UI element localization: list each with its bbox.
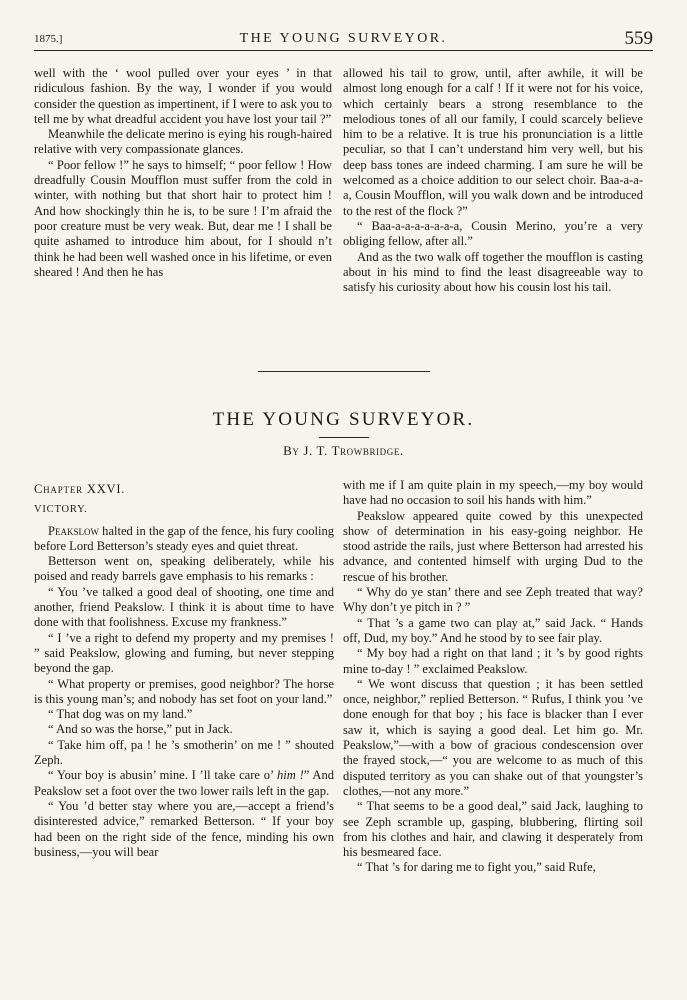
paragraph: Peakslow appeared quite cowed by this unexpected show of determination in his easy-going neighbor. He stood astride the rails, just where Betterson had arrested his advance, and contented himself with urging Dud to the rescue of his brother.: [343, 508, 643, 584]
paragraph: “ That ’s a game two can play at,” said Jack. “ Hands off, Dud, my boy.” And he stood by to see fair play.: [343, 615, 643, 645]
paragraph: well with the ‘ wool pulled over your eyes ’ in that ridiculous fashion. By the way, I wonder if you would consider the question as impertinent, if I were to ask you to tell me by what dreadful accident you have lost your tail ?”: [34, 66, 332, 126]
paragraph: with me if I am quite plain in my speech,—my boy would have had no occasion to soil his hands with him.”: [343, 478, 643, 508]
paragraph: “ Why do ye stan’ there and see Zeph treated that way? Why don’t ye pitch in ? ”: [343, 585, 643, 615]
opening-paragraph: [34, 524, 334, 555]
paragraph: “ My boy had a right on that land ; it ’s by good rights mine to-day ! ” exclaimed Peakslow.: [343, 646, 643, 676]
opening-word: Peakslow: [48, 523, 99, 538]
chapter-heading: Chapter XXVI.: [34, 482, 126, 496]
byline: By J. T. Trowbridge.: [283, 443, 404, 458]
paragraph: “ That dog was on my land.”: [48, 707, 193, 722]
paragraph: “ You ’ve talked a good deal of shooting, one time and another, friend Peakslow. I think it is about time to have done with that foolishness. Excuse my frankness.”: [34, 584, 334, 630]
paragraph: “ Take him off, pa ! he ’s smotherin’ on me ! ” shouted Zeph.: [34, 737, 334, 768]
header-title: THE YOUNG SURVEYOR.: [239, 31, 448, 46]
paragraph: Betterson went on, speaking deliberately, while his poised and ready barrels gave emphasis to his remarks :: [34, 554, 334, 584]
paragraph: “ You ’d better stay where you are,—accept a friend’s disinterested advice,” remarked Betterson. “ If your boy had been on the right side of the fence, minding his own business,—you will bear: [34, 798, 334, 859]
quote-text: “ Your boy is abusin’ mine. I ’ll take care o’: [48, 768, 277, 783]
running-header: [34, 26, 653, 52]
paragraph: “ Poor fellow !” he says to himself; “ poor fellow ! How dreadfully Cousin Moufflon must suffer from the cold in winter, with nothing but that short hair to protect him ! And how shockingly thin he is, to be sure ! I’m afraid the poor creature must be very weak. But, dear me ! I shall be quite ashamed to introduce him about, for I should n’t think he had been well washed once in his lifetime, or even sheared ! And then he has: [34, 157, 332, 279]
paragraph: “ That ’s for daring me to fight you,” said Rufe,: [357, 860, 596, 875]
header-rule: [34, 50, 653, 51]
article-title: THE YOUNG SURVEYOR.: [212, 409, 475, 430]
paragraph: [34, 768, 334, 799]
paragraph: “ We wont discuss that question ; it has been settled once, neighbor,” replied Betterson. “ Rufus, I think you ’ve done enough for that boy ; his face is blacker than I ever saw it, which is saying a good deal. Let him go. Mr. Peakslow,”—with a bow of gracious condescension over the frayed stock,—“ you are welcome to as much of this disputed territory as you can shake out of that youngster’s clothes,—not any more.”: [343, 676, 643, 798]
paragraph: And as the two walk off together the moufflon is casting about in his mind to find the least disagreeable way to satisfy his curiosity about how his cousin lost his tail.: [343, 249, 643, 295]
article-right-column: [343, 478, 643, 876]
italic-word: him !: [277, 768, 304, 783]
paragraph: “ Baa-a-a-a-a-a-a-a, Cousin Merino, you’re a very obliging fellow, after all.”: [343, 218, 643, 249]
paragraph: “ And so was the horse,” put in Jack.: [48, 722, 233, 737]
quote-text: ” And Peakslow set a foot over the two lower rails left in the gap.: [34, 768, 335, 798]
page-number: 559: [624, 28, 653, 49]
paragraph: “ I ’ve a right to defend my property and my premises ! ” said Peakslow, glowing and fuming, but never stepping beyond the gap.: [34, 630, 334, 676]
chapter-subhead: VICTORY.: [34, 504, 88, 516]
paragraph: “ That seems to be a good deal,” said Jack, laughing to see Zeph scramble up, gasping, blubbering, flirting soil from his clothes and hair, and clawing it desperately from his besmeared face.: [343, 799, 643, 860]
top-left-column: [34, 66, 332, 280]
header-date: 1875.]: [34, 33, 63, 45]
paragraph: allowed his tail to grow, until, after awhile, it will be almost long enough for a calf ! If it were not for his voice, which certainly bears a strong resemblance to the melodious tones of all our family, I could scarcely believe him to be a relative. It is true his pronunciation is a little peculiar, so that I can’t understand him very well, but his deep bass tones are indeed charming. I am sure he will be welcomed as a choice addition to our select choir. Baa-a-a-a, Cousin Moufflon, will you walk down and be introduced to the rest of the flock ?”: [343, 66, 643, 218]
paragraph: “ What property or premises, good neighbor? The horse is this young man’s; and nobody has set foot on your land.”: [34, 676, 334, 706]
title-rule: [319, 437, 369, 438]
top-right-column: [343, 66, 643, 295]
opening-text: halted in the gap of the fence, his fury cooling before Lord Betterson’s steady eyes and quiet threat.: [34, 523, 334, 553]
paragraph: Meanwhile the delicate merino is eying his rough-haired relative with very compassionate glances.: [34, 127, 332, 157]
article-left-column: [34, 478, 334, 860]
section-divider: [258, 371, 430, 372]
